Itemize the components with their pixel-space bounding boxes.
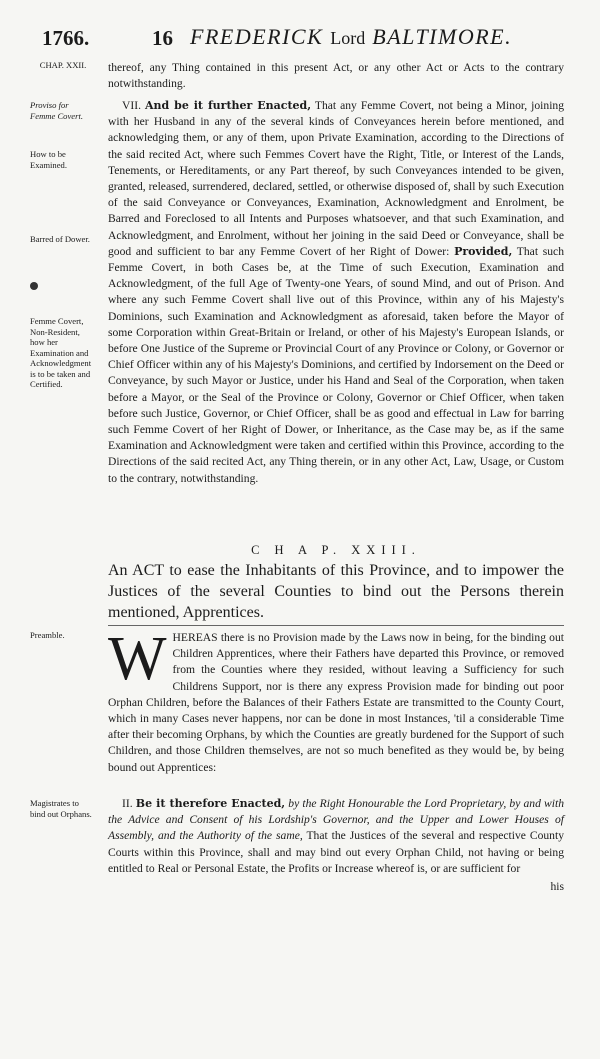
section-2-enacting: Be it therefore Enacted, [135,797,286,810]
section-7-provided: Provided, [454,244,513,258]
act-title: An ACT to ease the Inhabitants of this Province, and to impower the Justices of the several Counties to bind out the Persons therein mentioned, Apprentices. [108,562,564,621]
catchword: his [550,880,564,893]
chap-23-heading: C H A P. XXIII. [251,543,421,557]
running-head-post: BALTIMORE. [372,24,513,49]
divider [108,625,564,626]
margin-note-chap: CHAP. XXII. [39,60,87,70]
section-7-text2: That such Femme Covert, in both Cases be, at the Time of such Execution, Examination and Acknowledgment, of the full Age of Twenty-one Years, of sound Mind, and out of Prison. And where any such Femme Covert shall live out of this Province, within any of his Majesty's Dominions, such Examination and Acknowledgment as aforesaid, taken before the Mayor of some Corporation within Great-Britain or Ireland, or other of his Majesty's European Islands, or before One Justice of the Supreme or Provincial Court of any Province or Colony, or Governor or Chief Officer within any of his Majesty's Dominions, and certified by Indorsement on the Deed or Conveyance, by such Mayor or Justice, under his Hand and Seal of the Corporation, when taken before a Mayor, or the Seal of the Province or Colony, Governor or Chief Officer, when taken before such Justice, Governor, or Chief Officer, shall be as good and effectual in Law for barring such Femme Covert of her Right of Dower, or Inheritance, as the Case may be, as if the same Examination and Acknowledgment were taken and certified within this Province, according to the Directions of the said recited Act, any Thing therein, or in any other Act, Law, Usage, or Custom to the contrary, notwithstanding. [108,244,564,485]
running-head [190,24,512,50]
ink-blot [30,282,38,290]
section-2-authority: by the Right Honourable the Lord Proprietary, by and with the Advice and Consent of his Lordship's Governor, and the Upper and Lower Houses of Assembly, and the Authority of the same, [108,797,564,843]
margin-note-dower: Barred of Dower. [30,234,90,244]
year: 1766. [42,26,90,50]
page-number: 16 [152,26,173,50]
section-7-num: VII. [122,99,141,112]
preamble-text: there is no Provision made by the Laws now in being, for the binding out Children Apprentices, where their Fathers have departed this Province, or removed from the Counties where they resided, without leaving a Sufficiency for such Childrens Support, nor is there any express Provision made for binding out poor Orphan Children, before the Balances of their Fathers Estate are transmitted to the County Court, which in many Cases never happens, nor can be done in most Instances, 'til a considerable Time after their becoming Orphans, by which the Counties are greatly burdened for the Support of such Children, and those Children themselves, are not so much benefited as they would be, by being bound out Apprentices: [108,631,564,774]
chap22-tail: thereof, any Thing contained in this present Act, or any other Act or Acts to the contrary notwithstanding. [108,61,564,91]
margin-note-proviso: Proviso for Femme Covert. [30,100,83,121]
margin-note-preamble: Preamble. [30,630,65,640]
drop-cap: W [108,625,167,693]
section-2-num: II. [122,797,133,810]
running-head-mid: Lord [330,28,366,48]
running-head-pre: FREDERICK [190,24,324,49]
section-2-text: That the Justices of the several and respective County Courts within this Province, shall and may bind out every Orphan Child, not having or being entitled to Real or Personal Estate, the Profits or Increase whereof is, or are sufficient for [108,829,564,875]
section-7-enacting: And be it further Enacted, [145,99,312,112]
page-header [42,24,562,52]
section-2 [108,796,564,877]
section-7 [108,98,564,487]
margin-note-magistrates: Magistrates to bind out Orphans. [30,798,92,819]
margin-note-examined: How to be Examined. [30,149,67,170]
margin-note-non-resident: Femme Covert, Non-Resident, how her Examination and Acknowledgment is to be taken and Certified. [30,316,92,389]
preamble [108,625,564,776]
preamble-lead: HEREAS [172,631,218,644]
section-7-text: That any Femme Covert, not being a Minor, joining with her Husband in any of the several kinds of Conveyances herein before mentioned, and acknowledging them, or any of them, upon Private Examination, according to the Directions of the said recited Act, where such Femmes Covert have the Right, Title, or Interest of the Lands, Tenements, or Hereditaments, or any Part thereof, by such Conveyances intended to be given, granted, released, surrendered, declared, settled, or otherwise disposed of, shall by such Execution of the said Conveyance or Conveyances, Examination, Acknowledgment and Enrolment, be Barred and Foreclosed to all Intents and Purposes whatsoever, and that such Examination, and Acknowledgment, and Enrolment, without her joining in the said Deed or Conveyance, shall be good and sufficient to bar any Femme Covert of her Right of Dower: [108,99,565,258]
